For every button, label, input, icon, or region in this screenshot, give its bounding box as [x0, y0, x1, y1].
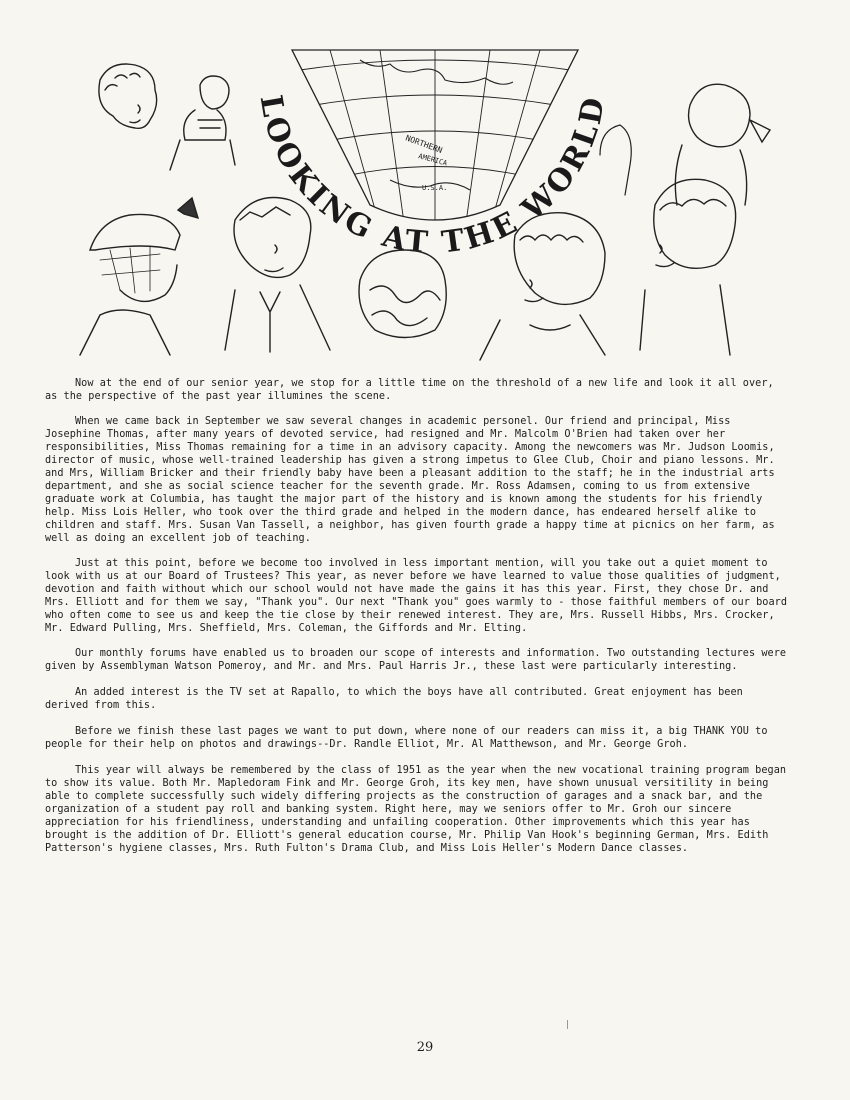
sketch-woman-veil: [80, 198, 198, 355]
globe-label-usa: U.S.A.: [422, 184, 448, 192]
sketch-boy-tie: [225, 198, 330, 353]
sketch-woman-roll: [600, 125, 736, 355]
paragraph-tv-set: An added interest is the TV set at Rapallo, to which the boys have all contributed. Great enjoyment has been derived from this.: [45, 687, 743, 711]
globe-label-america: AMERICA: [417, 152, 449, 168]
paragraph-staff-changes: When we came back in September we saw several changes in academic personel. Our friend and principal, Miss Josephine Thomas, after many years of devoted service, had resigned and Mr. Malcolm O'Brien had taken over her responsibilities, Miss Thomas remaining for a time in an advisory capacity. Among the newcomers was Mr. Judson Loomis, director of music, whose well-trained leadership has given a strong impetus to Glee Club, Choir and piano lessons. Mr. and Mrs, William Bricker and their friendly baby have been a pleasant addition to the staff; he in the industrial arts department, and she as social science teacher for the seventh grade. Mr. Ross Adamsen, coming to us from extensive graduate work at Columbia, has taught the major part of the history and is known among the students for his friendly help. Miss Lois Heller, who took over the third grade and helped in the modern dance, has endeared herself alike to children and staff. Mrs. Susan Van Tassell, a neighbor, has given fourth grade a happy time at picnics on her farm, as well as doing an excellent job of teaching.: [45, 416, 775, 544]
globe-label-northern: NORTHERN: [404, 133, 444, 156]
sketch-girl-curls: [99, 64, 157, 128]
paragraph-forums: Our monthly forums have enabled us to broaden our scope of interests and information. Two outstanding lectures were given by Assemblyman Watson Pomeroy, and Mr. and Mrs. Paul Harris Jr., these last were particularly interesting.: [45, 648, 787, 672]
article-body: [45, 377, 790, 867]
paragraph-board-of-trustees: Just at this point, before we become too involved in less important mention, will you take out a quiet moment to look with us at our Board of Trustees? This year, as never before we have learned to value those qualities of judgment, devotion and faith without which our school would not have made the gains it has this year. First, they chose Dr. and Mrs. Elliott and for them we say, "Thank you". Our next "Thank you" goes warmly to - those faithful members of our board who often come to see us and keep the tie close by their renewed interest. They are, Mrs. Russell Hibbs, Mrs. Crocker, Mr. Edward Pulling, Mrs. Sheffield, Mrs. Coleman, the Giffords and Mr. Elting.: [45, 558, 788, 634]
sketch-girl-vest: [170, 76, 235, 170]
paragraph-vocational-training: This year will always be remembered by the class of 1951 as the year when the new vocational training program began to show its value. Both Mr. Mapledoram Fink and Mr. George Groh, its key men, have shown unusual versitility in being able to complete successfully such widely differing projects as the construction of garages and a snack bar, and the organization of a student pay roll and banking system. Right here, may we seniors offer to Mr. Groh our sincere appreciation for his friendliness, understanding and unfailing cooperation. Other improvements which this year has brought is the addition of Dr. Elliott's general education course, Mr. Philip Van Hook's beginning German, Mrs. Edith Patterson's hygiene classes, Mrs. Ruth Fulton's Drama Club, and Miss Lois Heller's Modern Dance classes.: [45, 765, 787, 854]
print-speck: [567, 1020, 568, 1029]
paragraph-intro: Now at the end of our senior year, we stop for a little time on the threshold of a new life and look it all over, as the perspective of the past year illumines the scene.: [45, 378, 774, 402]
banner-illustration: [60, 30, 790, 370]
banner-drawing: [60, 30, 790, 370]
sketch-woman-wavy: [359, 250, 446, 338]
page-number: 29: [416, 1040, 434, 1055]
paragraph-thank-you: Before we finish these last pages we want to put down, where none of our readers can miss it, a big THANK YOU to people for their help on photos and drawings--Dr. Randle Elliot, Mr. Al Matthewson, and Mr. George Groh.: [45, 726, 768, 750]
banner-title-text: LOOKING AT THE WORLD: [252, 92, 613, 261]
